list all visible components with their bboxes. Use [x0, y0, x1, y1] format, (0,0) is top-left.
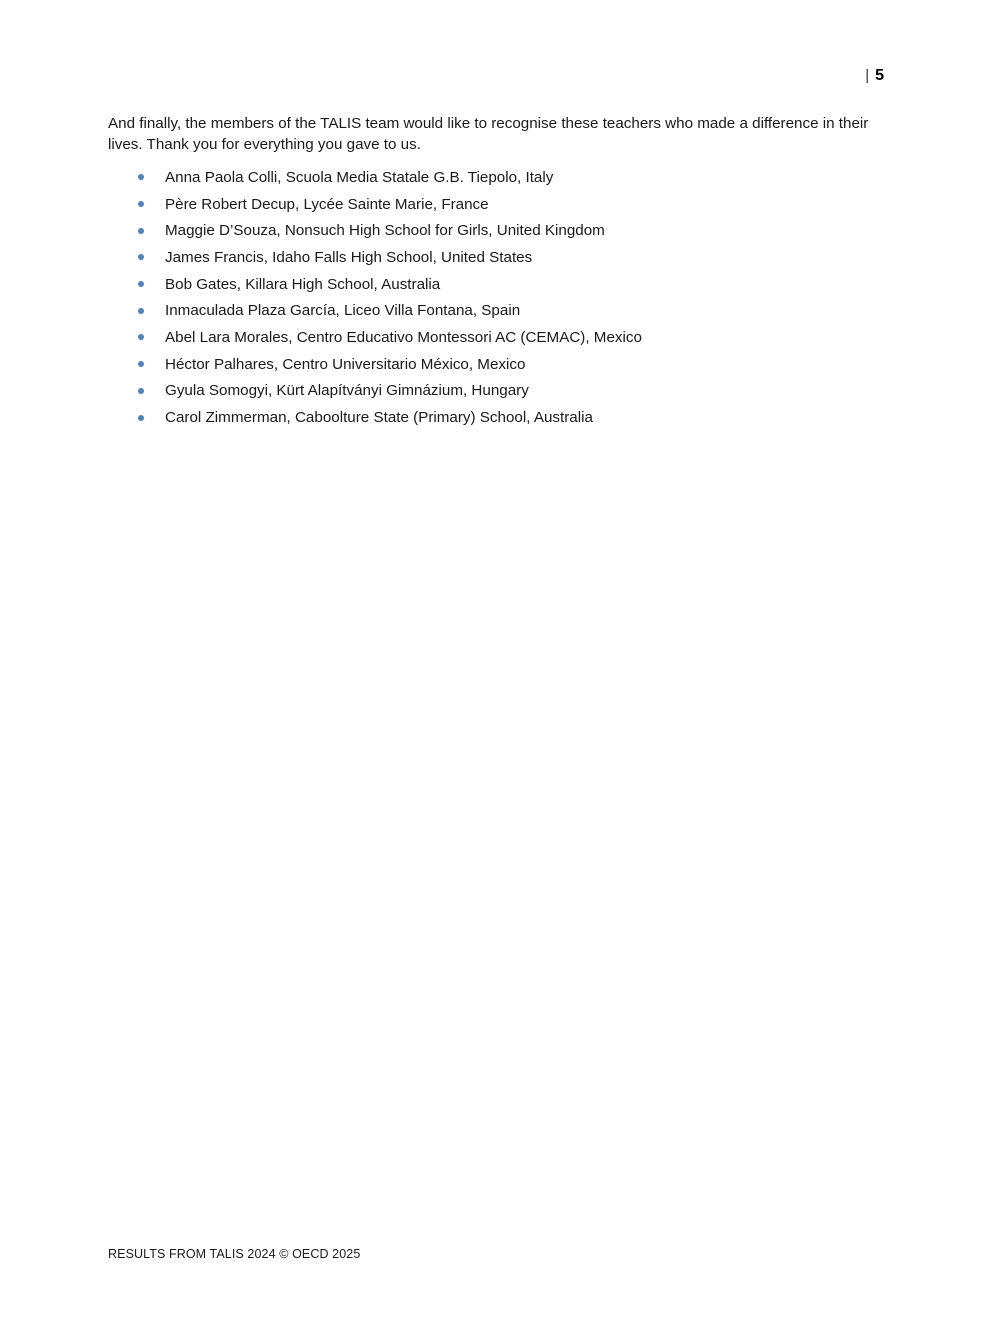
list-item — [135, 378, 642, 405]
bullet-icon — [138, 415, 144, 421]
teacher-entry: Carol Zimmerman, Caboolture State (Primary) School, Australia — [165, 409, 593, 427]
bullet-icon — [138, 388, 144, 394]
page-header — [865, 66, 884, 86]
list-item — [135, 271, 642, 298]
bullet-icon — [138, 281, 144, 287]
bullet-icon — [138, 334, 144, 340]
bullet-icon — [138, 228, 144, 234]
list-item — [135, 404, 642, 431]
teacher-entry: Gyula Somogyi, Kürt Alapítványi Gimnázium, Hungary — [165, 382, 529, 400]
teacher-entry: Héctor Palhares, Centro Universitario México, Mexico — [165, 355, 526, 373]
teacher-entry: Maggie D’Souza, Nonsuch High School for Girls, United Kingdom — [165, 222, 605, 240]
list-item — [135, 244, 642, 271]
page-number: 5 — [875, 67, 884, 84]
teacher-entry: Bob Gates, Killara High School, Australia — [165, 275, 441, 293]
list-item — [135, 217, 642, 244]
teacher-entry: Abel Lara Morales, Centro Educativo Montessori AC (CEMAC), Mexico — [165, 328, 642, 346]
teacher-list — [135, 164, 642, 431]
list-item — [135, 191, 642, 218]
page-footer: RESULTS FROM TALIS 2024 © OECD 2025 — [108, 1247, 361, 1261]
list-item — [135, 324, 642, 351]
list-item — [135, 164, 642, 191]
teacher-entry: Inmaculada Plaza García, Liceo Villa Fontana, Spain — [165, 302, 521, 320]
intro-paragraph: And finally, the members of the TALIS team would like to recognise these teachers who made a difference in their lives. Thank you for everything you gave to us. — [108, 115, 869, 153]
header-separator: | — [865, 67, 870, 84]
list-item — [135, 297, 642, 324]
teacher-entry: Père Robert Decup, Lycée Sainte Marie, France — [165, 195, 489, 213]
list-item — [135, 351, 642, 378]
bullet-icon — [138, 308, 144, 314]
bullet-icon — [138, 174, 144, 180]
bullet-icon — [138, 254, 144, 260]
bullet-icon — [138, 201, 144, 207]
teacher-entry: James Francis, Idaho Falls High School, United States — [165, 248, 533, 266]
bullet-icon — [138, 361, 144, 367]
teacher-entry: Anna Paola Colli, Scuola Media Statale G.B. Tiepolo, Italy — [165, 168, 554, 186]
